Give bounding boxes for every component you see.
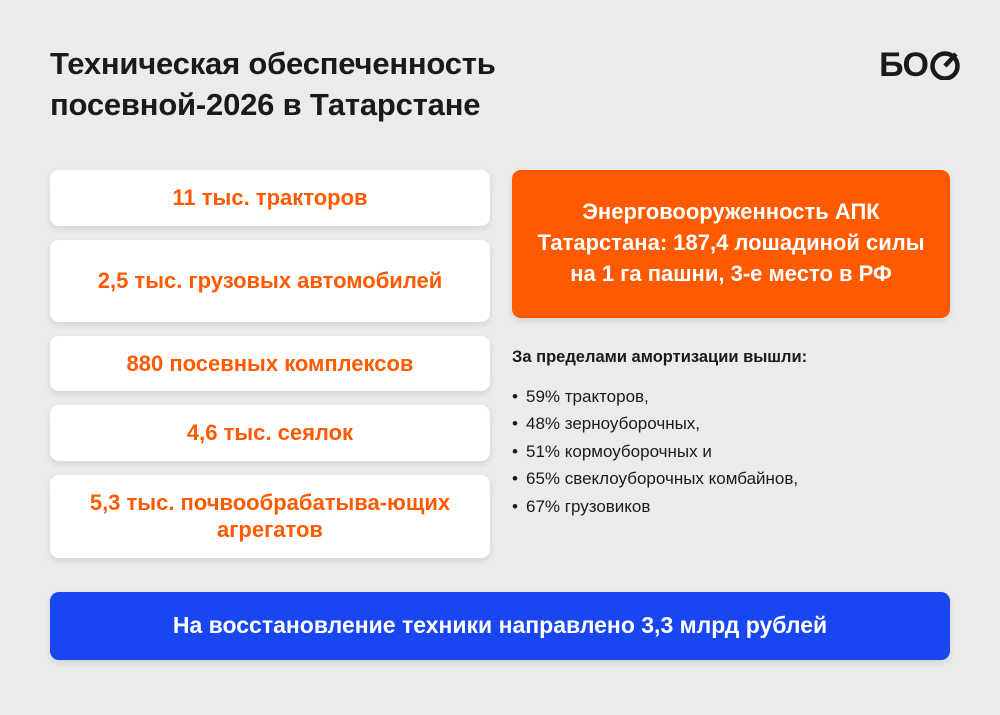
amortization-title: За пределами амортизации вышли:: [512, 347, 808, 366]
stats-list: [50, 170, 490, 572]
list-item: • 51% кормоуборочных и: [512, 438, 950, 466]
list-item: • 65% свеклоуборочных комбайнов,: [512, 465, 950, 493]
list-item: [50, 405, 490, 461]
list-item: • 67% грузовиков: [512, 493, 950, 521]
list-item: [50, 240, 490, 322]
stat-label: 880 посевных комплексов: [126, 350, 414, 376]
stat-label: 11 тыс. тракторов: [172, 185, 368, 210]
bo-logo-mark-icon: [930, 50, 960, 80]
header: [50, 44, 960, 126]
highlight-text: Энерговооруженность АПК Татарстана: 187,4 лошадиной силы на 1 га пашни, 3-е место в РФ: [537, 199, 925, 287]
stat-label: 2,5 тыс. грузовых автомобилей: [97, 267, 443, 293]
list-item: • 48% зерноуборочных,: [512, 410, 950, 438]
page-title: Техническая обеспеченность посевной-2026 в Татарстане: [50, 46, 496, 122]
list-item: [50, 475, 490, 558]
stat-label: 5,3 тыс. почвообрабатыва-ющих агрегатов: [89, 489, 451, 542]
logo-text: БО: [879, 46, 928, 84]
footer-banner: [50, 592, 950, 660]
banner-text: На восстановление техники направлено 3,3 млрд рублей: [172, 612, 828, 639]
list-item: [50, 336, 490, 392]
amortization-list: [512, 383, 950, 521]
list-item: [50, 170, 490, 226]
stat-label: 4,6 тыс. сеялок: [186, 420, 354, 445]
brand-logo: [879, 48, 960, 82]
list-item: • 59% тракторов,: [512, 383, 950, 411]
right-column: [512, 170, 950, 520]
highlight-card: [512, 170, 950, 318]
